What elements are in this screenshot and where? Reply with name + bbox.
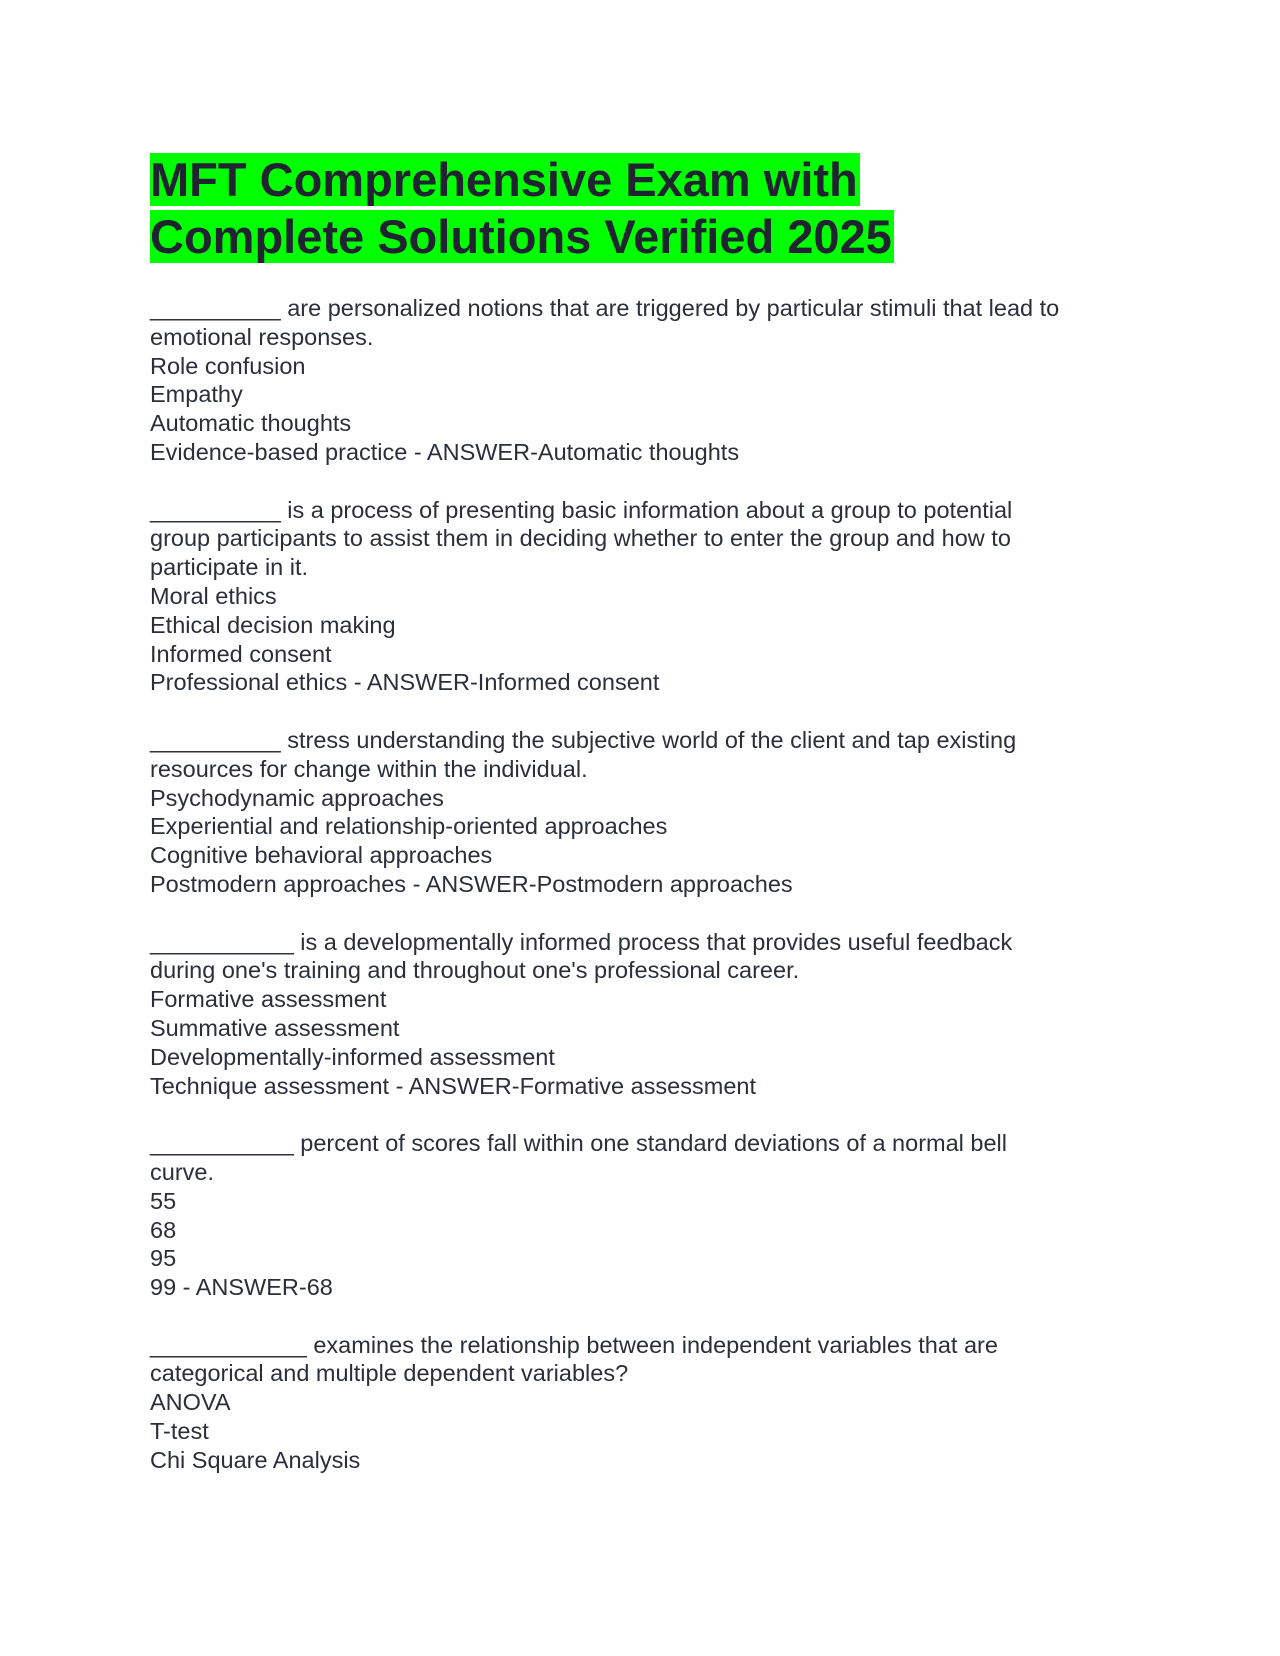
question-stem: __________ stress understanding the subjective world of the client and tap existing bbox=[150, 726, 1017, 753]
answer-option: ANOVA bbox=[150, 1389, 231, 1416]
question-6 bbox=[150, 1331, 1130, 1475]
question-stem: resources for change within the individual. bbox=[150, 755, 588, 782]
answer-option: Developmentally-informed assessment bbox=[150, 1043, 555, 1070]
question-stem: ___________ percent of scores fall within one standard deviations of a normal bell bbox=[150, 1130, 1007, 1157]
question-stem: participate in it. bbox=[150, 554, 309, 581]
question-stem: emotional responses. bbox=[150, 323, 374, 350]
answer-option: Automatic thoughts bbox=[150, 410, 352, 437]
answer-option: T-test bbox=[150, 1418, 209, 1445]
answer-option: Cognitive behavioral approaches bbox=[150, 842, 493, 869]
question-4 bbox=[150, 928, 1130, 1101]
answer-option-with-answer: Technique assessment - ANSWER-Formative assessment bbox=[150, 1072, 756, 1099]
question-list bbox=[150, 294, 1130, 1475]
document-page bbox=[150, 151, 1130, 1503]
question-5 bbox=[150, 1129, 1130, 1302]
question-stem: __________ is a process of presenting basic information about a group to potential bbox=[150, 496, 1013, 523]
question-1 bbox=[150, 294, 1130, 467]
question-3 bbox=[150, 726, 1130, 899]
answer-option: 95 bbox=[150, 1245, 177, 1272]
answer-option: Role confusion bbox=[150, 352, 306, 379]
answer-option-with-answer: Evidence-based practice - ANSWER-Automatic thoughts bbox=[150, 438, 740, 465]
question-stem: curve. bbox=[150, 1158, 214, 1185]
answer-option-with-answer: Postmodern approaches - ANSWER-Postmodern approaches bbox=[150, 870, 793, 897]
answer-option: Ethical decision making bbox=[150, 611, 396, 638]
question-stem: group participants to assist them in deciding whether to enter the group and how to bbox=[150, 525, 1011, 552]
answer-option: Psychodynamic approaches bbox=[150, 784, 444, 811]
question-stem: __________ are personalized notions that are triggered by particular stimuli that lead to bbox=[150, 295, 1060, 321]
answer-option-with-answer: 99 - ANSWER-68 bbox=[150, 1274, 333, 1301]
question-stem: ____________ examines the relationship between independent variables that are bbox=[150, 1331, 998, 1358]
question-stem: during one's training and throughout one's professional career. bbox=[150, 957, 800, 984]
answer-option: Moral ethics bbox=[150, 582, 277, 609]
answer-option: Chi Square Analysis bbox=[150, 1446, 361, 1473]
question-stem: categorical and multiple dependent variables? bbox=[150, 1360, 629, 1387]
answer-option: Empathy bbox=[150, 381, 243, 408]
answer-option: 55 bbox=[150, 1187, 177, 1214]
answer-option-with-answer: Professional ethics - ANSWER-Informed consent bbox=[150, 669, 660, 696]
answer-option: Formative assessment bbox=[150, 986, 387, 1013]
answer-option: Experiential and relationship-oriented approaches bbox=[150, 813, 668, 840]
question-stem: ___________ is a developmentally informed process that provides useful feedback bbox=[150, 928, 1013, 955]
answer-option: Summative assessment bbox=[150, 1014, 400, 1041]
question-2 bbox=[150, 496, 1130, 698]
document-title bbox=[150, 151, 1130, 265]
title-line-1: MFT Comprehensive Exam with bbox=[150, 153, 858, 206]
answer-option: Informed consent bbox=[150, 640, 332, 667]
answer-option: 68 bbox=[150, 1216, 177, 1243]
title-line-2: Complete Solutions Verified 2025 bbox=[150, 210, 892, 263]
